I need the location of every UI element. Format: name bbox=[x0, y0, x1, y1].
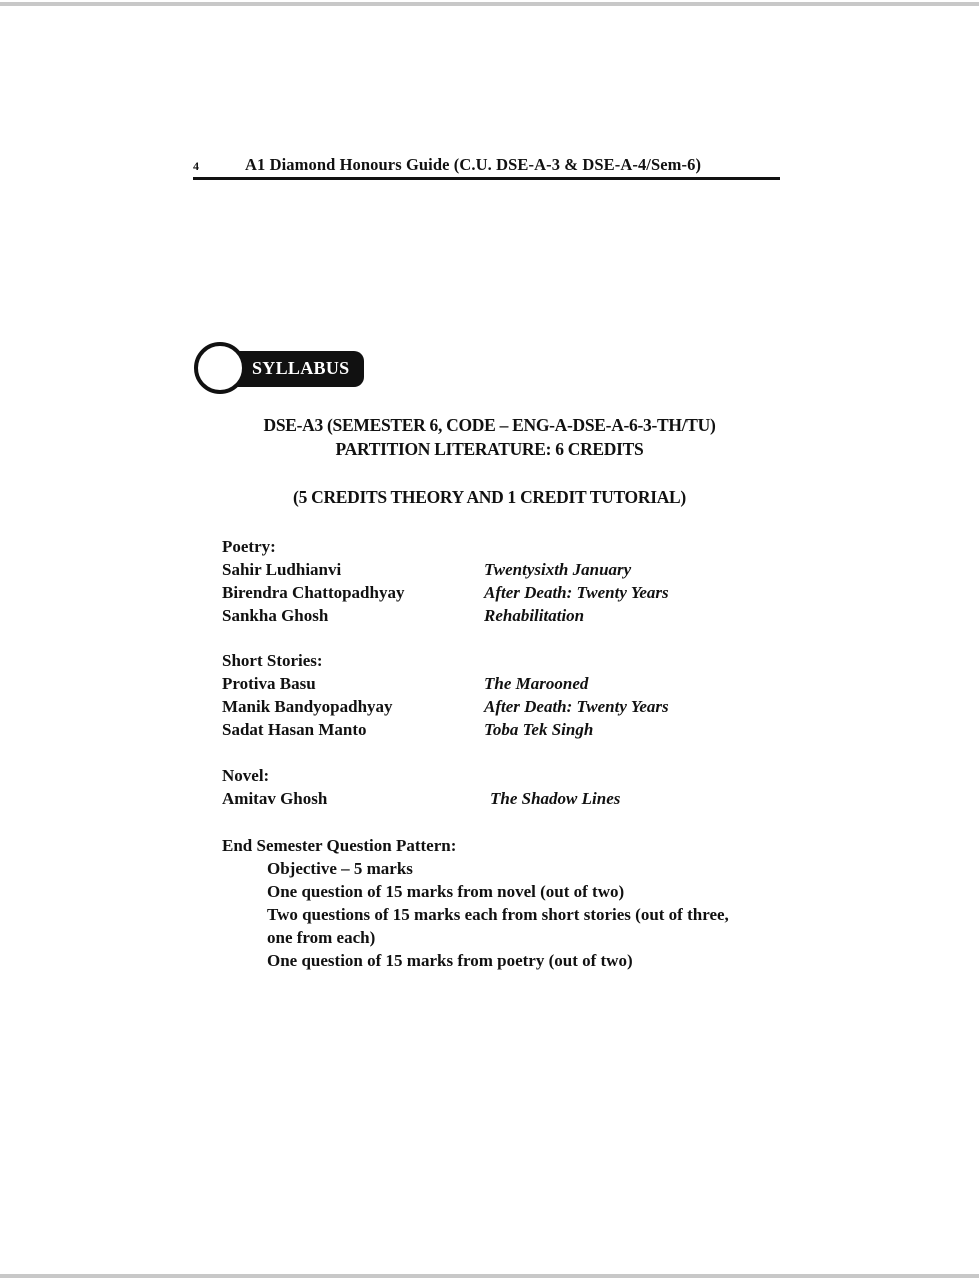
running-head bbox=[193, 154, 780, 182]
author: Amitav Ghosh bbox=[222, 789, 328, 808]
author: Birendra Chattopadhyay bbox=[222, 583, 405, 602]
author: Sadat Hasan Manto bbox=[222, 720, 367, 739]
circle-icon bbox=[194, 342, 246, 394]
page-number: 4 bbox=[193, 159, 199, 173]
page-bottom-edge bbox=[0, 1274, 979, 1278]
page-top-edge bbox=[0, 2, 979, 6]
work-title: The Shadow Lines bbox=[490, 789, 621, 808]
credits-heading: (5 CREDITS THEORY AND 1 CREDIT TUTORIAL) bbox=[293, 487, 686, 507]
course-title-heading: PARTITION LITERATURE: 6 CREDITS bbox=[335, 439, 644, 459]
pattern-line: Objective – 5 marks bbox=[267, 859, 413, 878]
section-heading: Short Stories: bbox=[222, 651, 323, 670]
author: Sankha Ghosh bbox=[222, 606, 329, 625]
pattern-line: one from each) bbox=[267, 928, 376, 947]
work-title: The Marooned bbox=[484, 674, 589, 693]
work-title: Twentysixth January bbox=[484, 560, 632, 579]
pattern-heading: End Semester Question Pattern: bbox=[222, 836, 457, 855]
author: Sahir Ludhianvi bbox=[222, 560, 342, 579]
syllabus-badge bbox=[194, 342, 370, 394]
header-rule bbox=[193, 177, 780, 180]
author: Manik Bandyopadhyay bbox=[222, 697, 393, 716]
work-title: Toba Tek Singh bbox=[484, 720, 594, 739]
course-code-heading: DSE-A3 (SEMESTER 6, CODE – ENG-A-DSE-A-6-3-TH/TU) bbox=[263, 415, 716, 435]
badge-label: SYLLABUS bbox=[252, 358, 350, 378]
work-title: After Death: Twenty Years bbox=[484, 697, 669, 716]
pattern-line: Two questions of 15 marks each from short stories (out of three, bbox=[267, 905, 729, 924]
section-heading: Novel: bbox=[222, 766, 270, 785]
book-title: A1 Diamond Honours Guide (C.U. DSE-A-3 & DSE-A-4/Sem-6) bbox=[245, 155, 702, 174]
author: Protiva Basu bbox=[222, 674, 316, 693]
question-pattern bbox=[222, 834, 729, 972]
pattern-line: One question of 15 marks from novel (out of two) bbox=[267, 882, 625, 901]
section-heading: Poetry: bbox=[222, 537, 276, 556]
work-title: After Death: Twenty Years bbox=[484, 583, 669, 602]
work-title: Rehabilitation bbox=[484, 606, 585, 625]
pattern-line: One question of 15 marks from poetry (out of two) bbox=[267, 951, 633, 970]
